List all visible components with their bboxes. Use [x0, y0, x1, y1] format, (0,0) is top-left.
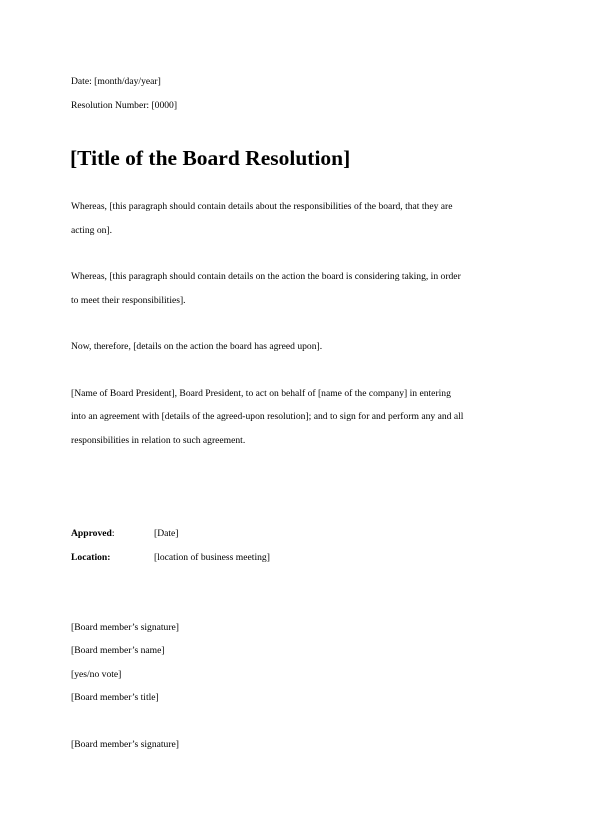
paragraph-line: Now, therefore, [details on the action the board has agreed upon]. [71, 341, 323, 352]
paragraph-line: into an agreement with [details of the agreed-upon resolution]; and to sign for and perform any and all [71, 411, 464, 422]
paragraph-line: Whereas, [this paragraph should contain details about the responsibilities of the board, that they are [71, 201, 453, 212]
paragraph-line: to meet their responsibilities]. [71, 295, 186, 306]
signature-line: [Board member’s signature] [71, 739, 179, 750]
signature-line: [Board member’s signature] [71, 622, 179, 633]
approved-value: [Date] [154, 528, 179, 539]
location-label: Location: [71, 552, 111, 563]
paragraph-line: acting on]. [71, 225, 113, 236]
member-title-line: [Board member’s title] [71, 692, 159, 703]
resolution-number-line: Resolution Number: [0000] [71, 100, 178, 111]
paragraph-line: Whereas, [this paragraph should contain details on the action the board is considering taking, in order [71, 271, 461, 282]
approved-label: Approved [71, 528, 112, 539]
paragraph-line: [Name of Board President], Board President, to act on behalf of [name of the company] in entering [71, 388, 451, 399]
vote-line: [yes/no vote] [71, 669, 122, 680]
document-title: [Title of the Board Resolution] [70, 146, 351, 170]
approved-row [71, 528, 115, 540]
date-line: Date: [month/day/year] [71, 76, 161, 87]
approved-colon: : [111, 528, 115, 539]
paragraph-line: responsibilities in relation to such agreement. [71, 435, 246, 446]
member-name-line: [Board member’s name] [71, 645, 165, 656]
location-value: [location of business meeting] [154, 552, 270, 563]
